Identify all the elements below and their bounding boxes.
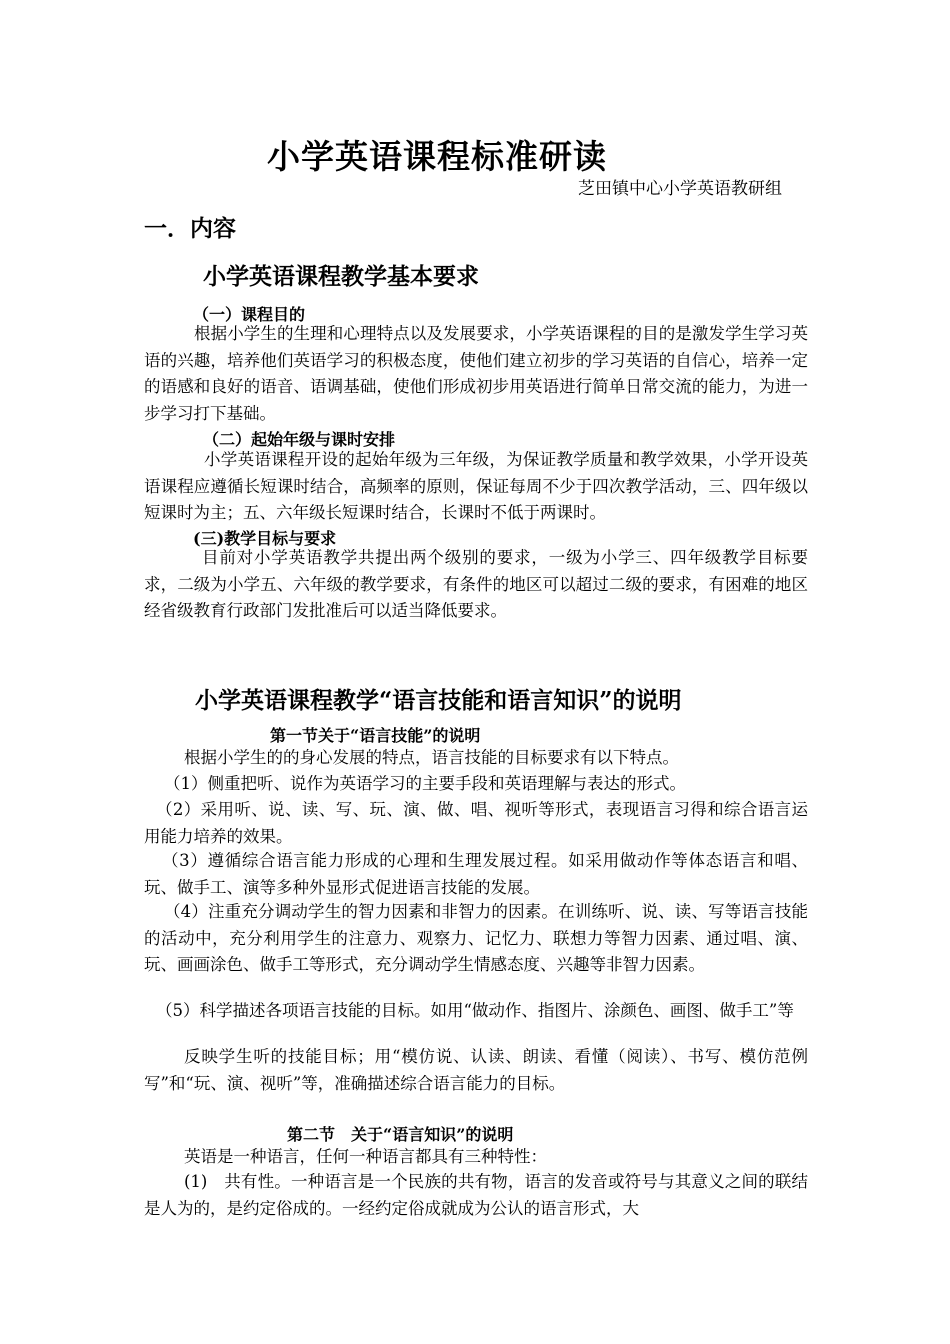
teaching-goals-paragraph: 目前对小学英语教学共提出两个级别的要求，一级为小学三、四年级教学目标要求，二级为小学五、六年级的教学要求，有条件的地区可以超过二级的要求，有困难的地区经省级教育行政部门发批准后可以适当降低要求。 <box>144 548 808 620</box>
list-item: （2）采用听、说、读、写、玩、演、做、唱、视听等形式，表现语言习得和综合语言运用能力培养的效果。 <box>144 800 808 846</box>
language-skills-intro: 根据小学生的的身心发展的特点，语言技能的目标要求有以下特点。 <box>184 748 679 767</box>
list-item: （4）注重充分调动学生的智力因素和非智力的因素。在训练听、说、读、写等语言技能的活动中，充分利用学生的注意力、观察力、记忆力、联想力等智力因素、通过唱、演、玩、画画涂色、做手工等形式，充分调动学生情感态度、兴趣等非智力因素。 <box>144 902 808 974</box>
author-byline: 芝田镇中心小学英语教研组 <box>578 179 782 199</box>
teaching-goals-heading: (三)教学目标与要求 <box>193 529 337 548</box>
language-knowledge-intro: 英语是一种语言，任何一种语言都具有三种特性： <box>184 1147 547 1166</box>
list-item: （3）遵循综合语言能力形成的心理和生理发展过程。如采用做动作等体态语言和唱、玩、做手工、演等多种外显形式促进语言技能的发展。 <box>144 851 808 897</box>
course-purpose-heading: （一）课程目的 <box>193 305 306 324</box>
grade-schedule-paragraph: 小学英语课程开设的起始年级为三年级，为保证教学质量和教学效果，小学开设英语课程应遵循长短课时结合，高频率的原则，保证每周不少于四次教学活动，三、四年级以短课时为主；五、六年级长短课时结合，长课时不低于两课时。 <box>144 450 808 522</box>
course-purpose-paragraph: 根据小学生的生理和心理特点以及发展要求，小学英语课程的目的是激发学生学习英语的兴趣，培养他们英语学习的积极态度，使他们建立初步的学习英语的自信心，培养一定的语感和良好的语音、语调基础，使他们形成初步用英语进行简单日常交流的能力，为进一步学习打下基础。 <box>144 324 808 423</box>
list-item-continuation: 反映学生听的技能目标；用“模仿说、认读、朗读、看懂（阅读）、书写、模仿范例写”和“玩、演、视听”等，准确描述综合语言能力的目标。 <box>144 1047 808 1093</box>
document-title: 小学英语课程标准研读 <box>267 137 607 176</box>
list-item: （5）科学描述各项语言技能的目标。如用“做动作、指图片、涂颜色、画图、做手工”等 <box>156 1001 794 1020</box>
part1-heading: 小学英语课程教学基本要求 <box>203 263 479 290</box>
part2-heading: 小学英语课程教学“语言技能和语言知识”的说明 <box>195 687 682 714</box>
list-item: （1）侧重把听、说作为英语学习的主要手段和英语理解与表达的形式。 <box>164 774 686 793</box>
section-heading: 一．内容 <box>144 215 236 242</box>
language-skills-heading: 第一节关于“语言技能”的说明 <box>270 726 481 745</box>
grade-schedule-heading: （二）起始年级与课时安排 <box>203 430 396 449</box>
list-item: (1) 共有性。一种语言是一个民族的共有物，语言的发音或符号与其意义之间的联结是人为的，是约定俗成的。一经约定俗成就成为公认的语言形式，大 <box>144 1172 808 1218</box>
language-knowledge-heading: 第二节 关于“语言知识”的说明 <box>287 1125 514 1144</box>
